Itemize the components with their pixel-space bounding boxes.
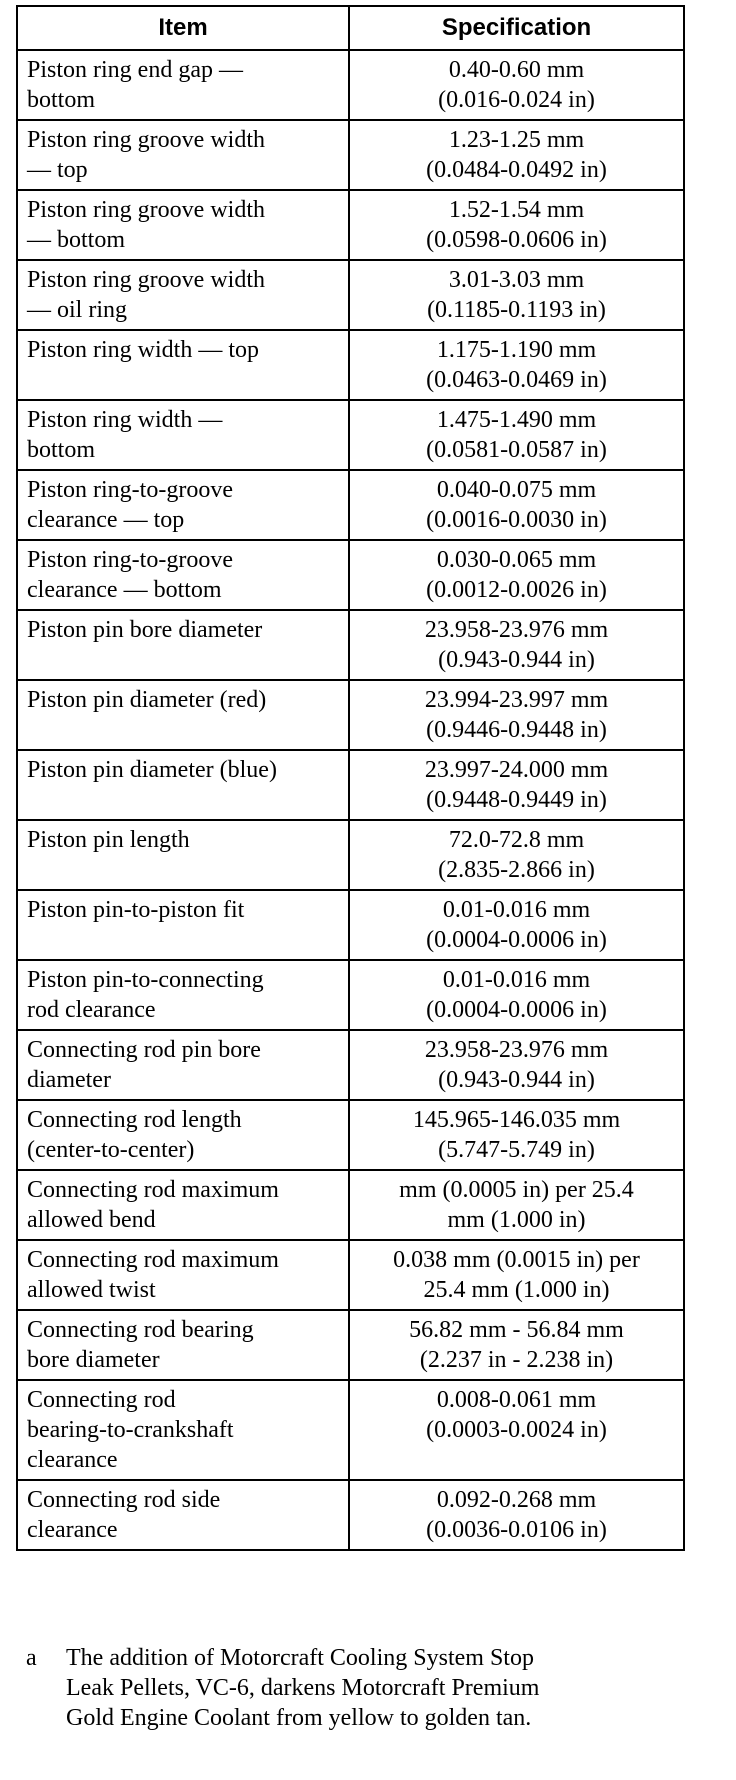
item-cell <box>17 1310 349 1380</box>
item-cell <box>17 1170 349 1240</box>
specification-text: 0.01-0.016 mm <box>442 967 591 993</box>
item-text: Piston pin length <box>27 827 190 853</box>
table-row <box>17 960 684 1030</box>
table-row <box>17 610 684 680</box>
item-text: Piston ring groove width <box>27 267 265 293</box>
table-row <box>17 190 684 260</box>
item-text: allowed twist <box>27 1277 156 1303</box>
item-text: — bottom <box>27 227 126 253</box>
specification-cell <box>349 890 684 960</box>
item-text: rod clearance <box>27 997 156 1023</box>
item-text: Piston pin bore diameter <box>27 617 263 643</box>
specification-text: mm (1.000 in) <box>447 1207 586 1233</box>
specification-cell <box>349 1380 684 1480</box>
table-row <box>17 1100 684 1170</box>
table-row <box>17 330 684 400</box>
item-cell <box>17 1100 349 1170</box>
footnote-line: The addition of Motorcraft Cooling System Stop <box>66 1645 534 1671</box>
item-text: — oil ring <box>27 297 127 323</box>
table-row <box>17 890 684 960</box>
item-text: clearance <box>27 1447 118 1473</box>
specification-text: (0.0036-0.0106 in) <box>426 1517 607 1543</box>
specification-cell <box>349 610 684 680</box>
specification-text: 1.475-1.490 mm <box>436 407 597 433</box>
item-text: Piston pin diameter (red) <box>27 687 267 713</box>
table-row <box>17 50 684 120</box>
specification-text: (0.0581-0.0587 in) <box>426 437 607 463</box>
item-text: bottom <box>27 87 96 113</box>
item-cell <box>17 540 349 610</box>
specification-cell <box>349 120 684 190</box>
item-text: Piston ring-to-groove <box>27 477 233 503</box>
specification-text: (0.0003-0.0024 in) <box>426 1417 607 1443</box>
specification-cell <box>349 260 684 330</box>
specification-text: 72.0-72.8 mm <box>448 827 585 853</box>
item-text: Connecting rod bearing <box>27 1317 254 1343</box>
specification-text: mm (0.0005 in) per 25.4 <box>399 1177 634 1203</box>
specification-cell <box>349 470 684 540</box>
footnote <box>24 1643 714 1733</box>
item-cell <box>17 750 349 820</box>
item-cell <box>17 820 349 890</box>
specification-text: 1.52-1.54 mm <box>448 197 585 223</box>
item-text: Connecting rod side <box>27 1487 221 1513</box>
item-text: diameter <box>27 1067 111 1093</box>
table-row <box>17 1170 684 1240</box>
specification-text: (0.0004-0.0006 in) <box>426 927 607 953</box>
table-header-row <box>17 6 684 50</box>
specification-text: 0.40-0.60 mm <box>448 57 585 83</box>
item-text: Piston ring groove width <box>27 197 265 223</box>
footnote-line: Gold Engine Coolant from yellow to golden tan. <box>66 1705 532 1731</box>
item-text: Connecting rod maximum <box>27 1177 279 1203</box>
item-text: allowed bend <box>27 1207 156 1233</box>
specification-text: 0.030-0.065 mm <box>436 547 597 573</box>
specification-text: 145.965-146.035 mm <box>412 1107 621 1133</box>
specification-cell <box>349 1100 684 1170</box>
specification-cell <box>349 680 684 750</box>
specification-cell <box>349 330 684 400</box>
item-cell <box>17 190 349 260</box>
specification-text: 23.994-23.997 mm <box>424 687 609 713</box>
item-text: Piston ring width — top <box>27 337 260 363</box>
table-row <box>17 1480 684 1550</box>
table-row <box>17 260 684 330</box>
specification-cell <box>349 1240 684 1310</box>
item-cell <box>17 610 349 680</box>
item-cell <box>17 1480 349 1550</box>
specification-text: 0.092-0.268 mm <box>436 1487 597 1513</box>
specification-text: 0.008-0.061 mm <box>436 1387 597 1413</box>
specification-text: (2.237 in - 2.238 in) <box>419 1347 614 1373</box>
specification-text: (5.747-5.749 in) <box>438 1137 595 1163</box>
table-row <box>17 540 684 610</box>
item-text: bottom <box>27 437 96 463</box>
specification-cell <box>349 820 684 890</box>
specification-text: (0.943-0.944 in) <box>438 647 595 673</box>
specification-cell <box>349 1030 684 1100</box>
item-cell <box>17 330 349 400</box>
specification-text: 23.958-23.976 mm <box>424 1037 609 1063</box>
item-text: Connecting rod length <box>27 1107 242 1133</box>
specification-cell <box>349 540 684 610</box>
specification-text: (0.016-0.024 in) <box>438 87 595 113</box>
specification-text: 25.4 mm (1.000 in) <box>423 1277 610 1303</box>
item-text: Piston ring-to-groove <box>27 547 233 573</box>
item-cell <box>17 470 349 540</box>
item-cell <box>17 960 349 1030</box>
specification-text: 3.01-3.03 mm <box>448 267 585 293</box>
footnote-text <box>66 1643 714 1733</box>
item-text: Piston ring width — <box>27 407 223 433</box>
specification-text: (0.943-0.944 in) <box>438 1067 595 1093</box>
table-row <box>17 1310 684 1380</box>
specification-text: 1.23-1.25 mm <box>448 127 585 153</box>
table-row <box>17 820 684 890</box>
specification-text: (0.9448-0.9449 in) <box>426 787 607 813</box>
table-row <box>17 1030 684 1100</box>
specification-cell <box>349 1170 684 1240</box>
specification-text: (0.0012-0.0026 in) <box>426 577 607 603</box>
specification-text: (0.1185-0.1193 in) <box>427 297 606 323</box>
item-cell <box>17 1380 349 1480</box>
item-text: clearance — bottom <box>27 577 222 603</box>
item-text: Piston pin-to-connecting <box>27 967 264 993</box>
specification-text: (0.0463-0.0469 in) <box>426 367 607 393</box>
item-text: Connecting rod maximum <box>27 1247 279 1273</box>
item-text: clearance <box>27 1517 118 1543</box>
table-row <box>17 120 684 190</box>
specification-cell <box>349 190 684 260</box>
table-row <box>17 750 684 820</box>
specification-text: (0.0004-0.0006 in) <box>426 997 607 1023</box>
item-text: Piston ring end gap — <box>27 57 243 83</box>
item-cell <box>17 260 349 330</box>
specification-text: 1.175-1.190 mm <box>436 337 597 363</box>
table-row <box>17 400 684 470</box>
item-cell <box>17 50 349 120</box>
specification-cell <box>349 960 684 1030</box>
item-text: Piston pin diameter (blue) <box>27 757 277 783</box>
item-text: Piston pin-to-piston fit <box>27 897 245 923</box>
specification-cell <box>349 1480 684 1550</box>
specification-cell <box>349 50 684 120</box>
column-header-item: Item <box>17 6 349 50</box>
item-cell <box>17 1030 349 1100</box>
item-text: — top <box>27 157 88 183</box>
footnote-line: Leak Pellets, VC-6, darkens Motorcraft Premium <box>66 1675 540 1701</box>
footnote-mark: a <box>26 1645 37 1671</box>
table-body <box>17 50 684 1550</box>
specification-text: 0.040-0.075 mm <box>436 477 597 503</box>
specification-text: (2.835-2.866 in) <box>438 857 595 883</box>
table-row <box>17 680 684 750</box>
item-cell <box>17 680 349 750</box>
item-text: bearing-to-crankshaft <box>27 1417 234 1443</box>
table-row <box>17 470 684 540</box>
item-text: clearance — top <box>27 507 185 533</box>
specification-text: (0.9446-0.9448 in) <box>426 717 607 743</box>
table-row <box>17 1380 684 1480</box>
specification-text: 23.997-24.000 mm <box>424 757 609 783</box>
item-cell <box>17 1240 349 1310</box>
column-header-specification: Specification <box>349 6 684 50</box>
specification-cell <box>349 1310 684 1380</box>
specification-cell <box>349 400 684 470</box>
item-text: bore diameter <box>27 1347 160 1373</box>
specification-text: (0.0016-0.0030 in) <box>426 507 607 533</box>
table-row <box>17 1240 684 1310</box>
item-cell <box>17 400 349 470</box>
specification-text: 23.958-23.976 mm <box>424 617 609 643</box>
specification-text: 0.01-0.016 mm <box>442 897 591 923</box>
specification-text: 56.82 mm - 56.84 mm <box>409 1317 624 1343</box>
specification-text: (0.0598-0.0606 in) <box>426 227 607 253</box>
specification-table <box>16 5 685 1551</box>
item-cell <box>17 890 349 960</box>
specification-text: 0.038 mm (0.0015 in) per <box>393 1247 640 1273</box>
specification-cell <box>349 750 684 820</box>
item-text: Connecting rod <box>27 1387 176 1413</box>
item-text: (center-to-center) <box>27 1137 195 1163</box>
item-text: Piston ring groove width <box>27 127 265 153</box>
item-cell <box>17 120 349 190</box>
item-text: Connecting rod pin bore <box>27 1037 261 1063</box>
specification-text: (0.0484-0.0492 in) <box>426 157 607 183</box>
